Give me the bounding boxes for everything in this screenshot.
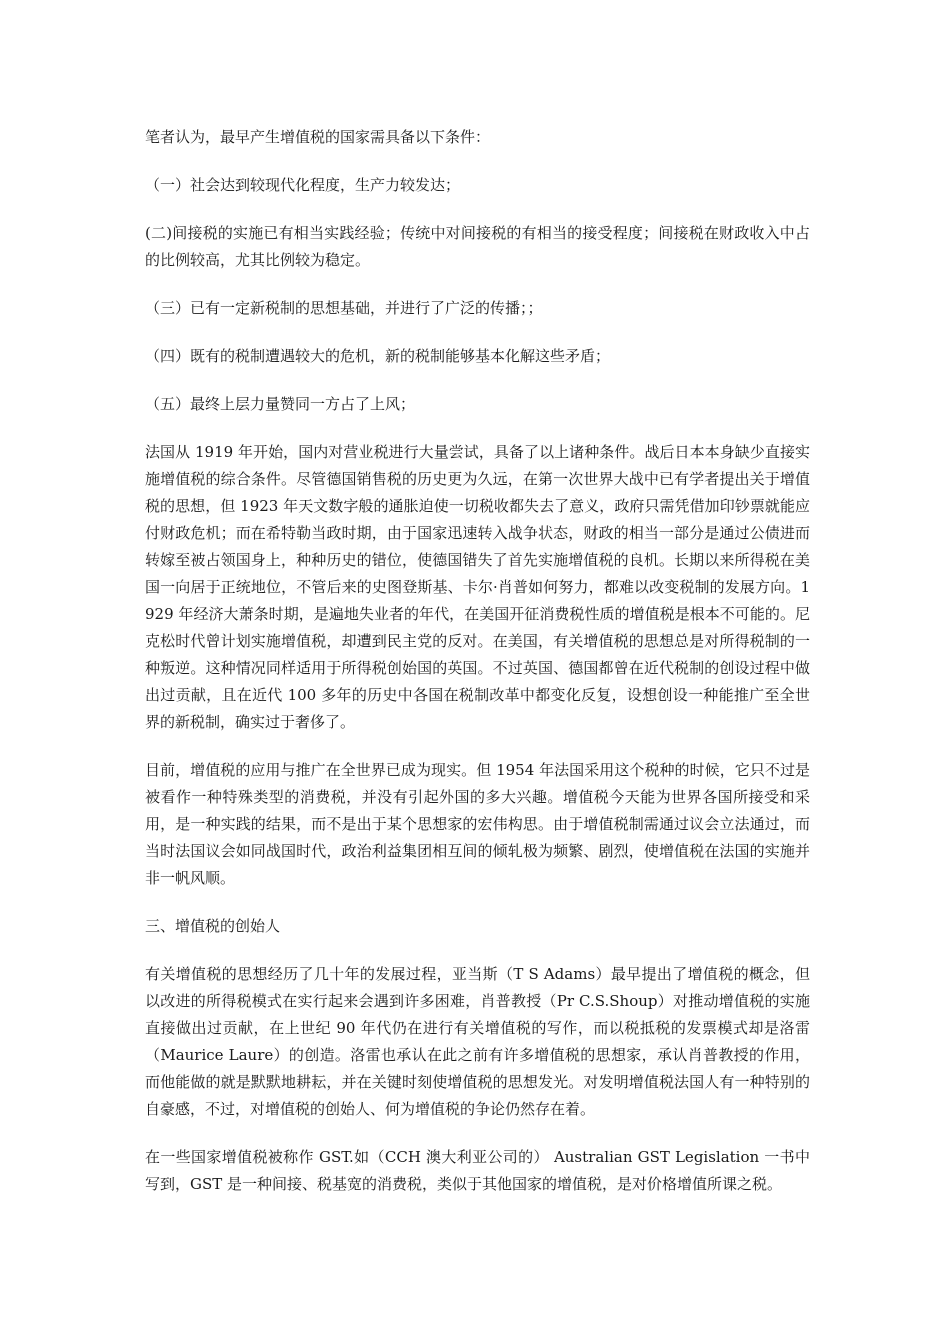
- condition-item-4: （四）既有的税制遭遇较大的危机，新的税制能够基本化解这些矛盾；: [145, 347, 611, 365]
- intro-paragraph: 笔者认为，最早产生增值税的国家需具备以下条件：: [145, 128, 491, 146]
- condition-item-2: (二)间接税的实施已有相当实践经验；传统中对间接税的有相当的接受程度；间接税在财政收入中占的比例较高，尤其比例较为稳定。: [145, 224, 810, 269]
- condition-item-5: （五）最终上层力量赞同一方占了上风；: [145, 395, 416, 413]
- gst-paragraph: 在一些国家增值税被称作 GST.如（CCH 澳大利亚公司的） Australian GST Legislation 一书中写到，GST 是一种间接、税基宽的消费税，类似于其他国家的增值税，是对价格增值所课之税。: [145, 1148, 810, 1193]
- condition-item-1: （一）社会达到较现代化程度，生产力较发达；: [145, 176, 461, 194]
- founders-paragraph: 有关增值税的思想经历了几十年的发展过程，亚当斯（T S Adams）最早提出了增值税的概念，但以改进的所得税模式在实行起来会遇到许多困难，肖普教授（Pr C.S.Shoup）对推动增值税的实施直接做出过贡献，在上世纪 90 年代仍在进行有关增值税的写作，而以税抵税的发票模式却是洛雷（Maurice Laure）的创造。洛雷也承认在此之前有许多增值税的思想家，承认肖普教授的作用，而他能做的就是默默地耕耘，并在关键时刻使增值税的思想发光。对发明增值税法国人有一种特别的自豪感，不过，对增值税的创始人、何为增值税的争论仍然存在着。: [145, 965, 810, 1118]
- condition-item-3: （三）已有一定新税制的思想基础，并进行了广泛的传播；；: [145, 299, 543, 317]
- document-body: [145, 124, 810, 1219]
- history-paragraph: 法国从 1919 年开始，国内对营业税进行大量尝试，具备了以上诸种条件。战后日本本身缺少直接实施增值税的综合条件。尽管德国销售税的历史更为久远，在第一次世界大战中已有学者提出关于增值税的思想，但 1923 年天文数字般的通胀迫使一切税收都失去了意义，政府只需凭借加印钞票就能应付财政危机；而在希特勒当政时期，由于国家迅速转入战争状态，财政的相当一部分是通过公债进而转嫁至被占领国身上，种种历史的错位，使德国错失了首先实施增值税的良机。长期以来所得税在美国一向居于正统地位，不管后来的史图登斯基、卡尔·肖普如何努力，都难以改变税制的发展方向。1929 年经济大萧条时期，是遍地失业者的年代，在美国开征消费税性质的增值税是根本不可能的。尼克松时代曾计划实施增值税，却遭到民主党的反对。在美国，有关增值税的思想总是对所得税制的一种叛逆。这种情况同样适用于所得税创始国的英国。不过英国、德国都曾在近代税制的创设过程中做出过贡献，且在近代 100 多年的历史中各国在税制改革中都变化反复，设想创设一种能推广至全世界的新税制，确实过于奢侈了。: [145, 443, 810, 731]
- current-status-paragraph: 目前，增值税的应用与推广在全世界已成为现实。但 1954 年法国采用这个税种的时候，它只不过是被看作一种特殊类型的消费税，并没有引起外国的多大兴趣。增值税今天能为世界各国所接受和采用，是一种实践的结果，而不是出于某个思想家的宏伟构思。由于增值税制需通过议会立法通过，而当时法国议会如同战国时代，政治利益集团相互间的倾轧极为频繁、剧烈，使增值税在法国的实施并非一帆风顺。: [145, 761, 810, 887]
- section-heading: 三、增值税的创始人: [145, 917, 281, 935]
